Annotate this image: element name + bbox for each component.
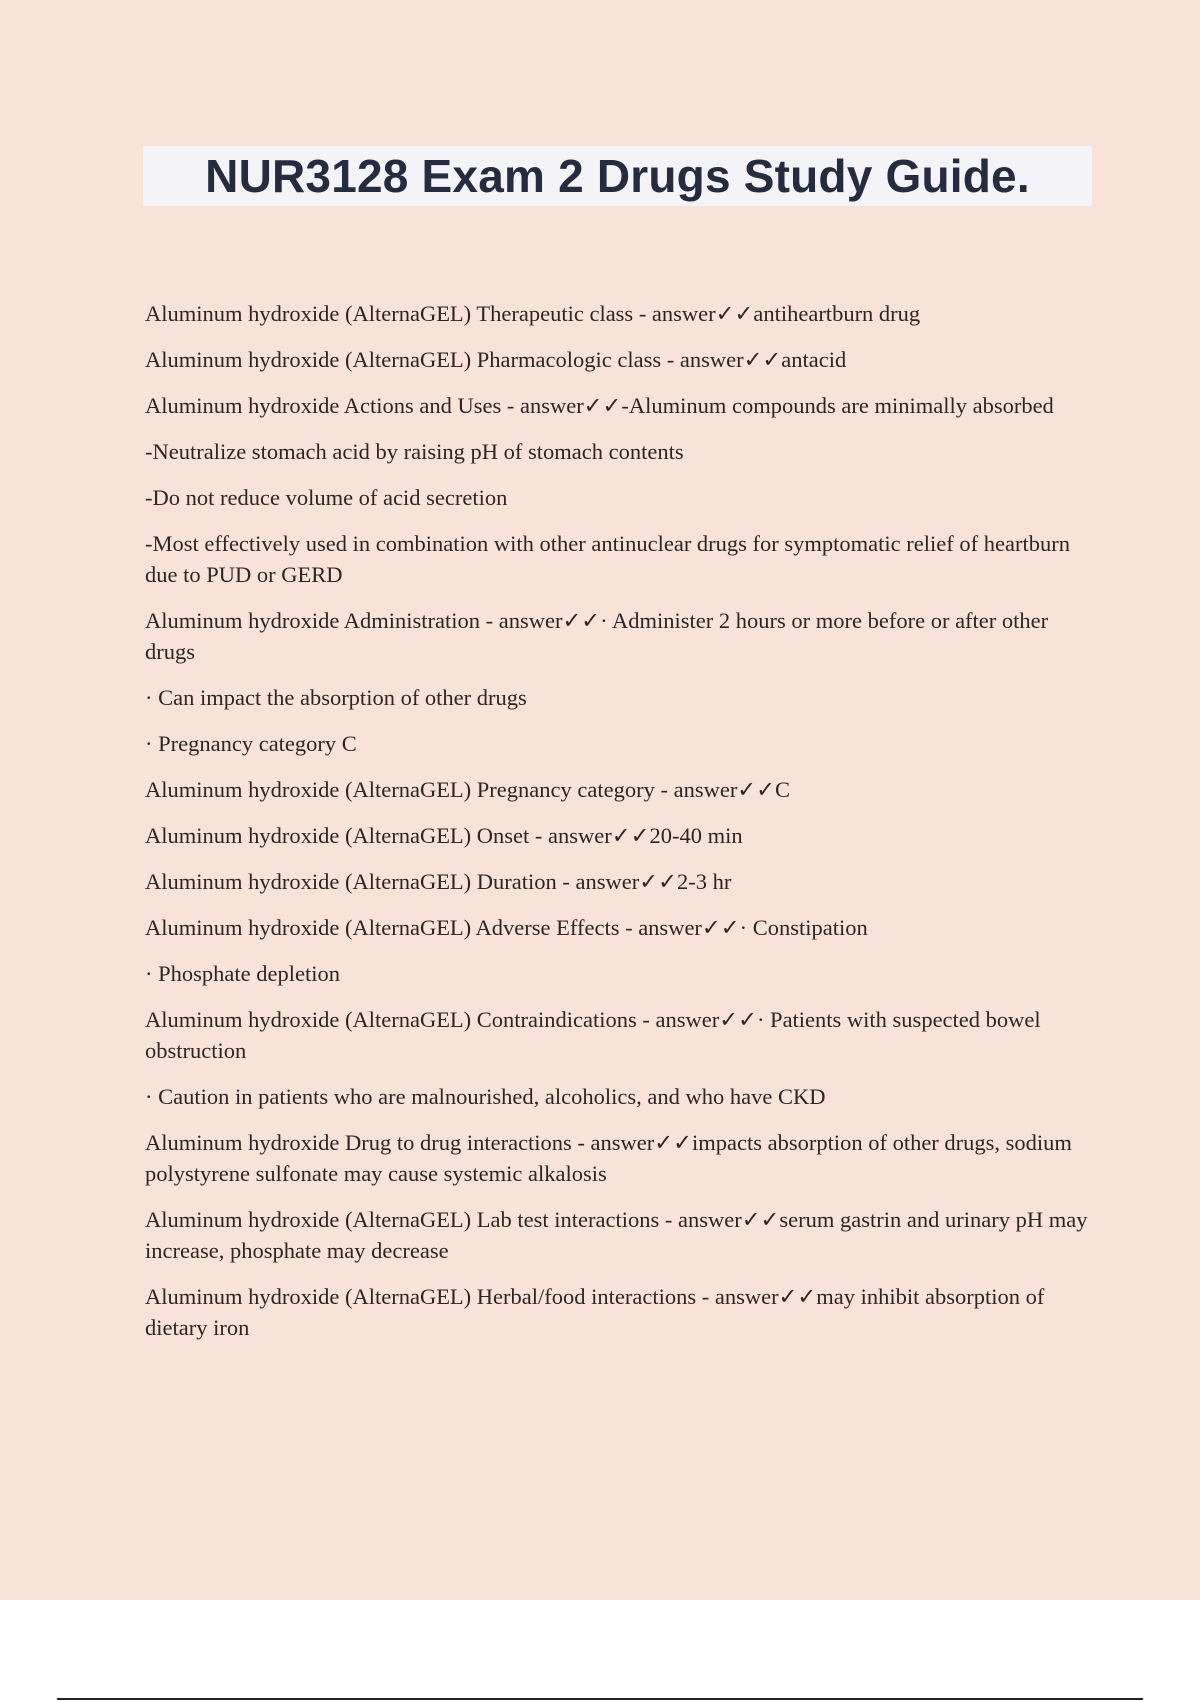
paragraph-herbal-food-interactions: Aluminum hydroxide (AlternaGEL) Herbal/food interactions - answer✓✓may inhibit absorption of dietary iron bbox=[145, 1284, 1045, 1340]
paragraph-lab-interactions: Aluminum hydroxide (AlternaGEL) Lab test interactions - answer✓✓serum gastrin and urinary pH may increase, phosphate may decrease bbox=[145, 1207, 1088, 1263]
paragraph-onset: Aluminum hydroxide (AlternaGEL) Onset - answer✓✓20-40 min bbox=[145, 823, 743, 848]
paragraph-duration: Aluminum hydroxide (AlternaGEL) Duration - answer✓✓2-3 hr bbox=[145, 869, 732, 894]
paragraph-adverse-effects: Aluminum hydroxide (AlternaGEL) Adverse Effects - answer✓✓· Constipation bbox=[145, 915, 868, 940]
paragraph-drug-interactions: Aluminum hydroxide Drug to drug interactions - answer✓✓impacts absorption of other drugs, sodium polystyrene sulfonate may cause systemic alkalosis bbox=[145, 1130, 1072, 1186]
paragraph-phosphate-depletion: · Phosphate depletion bbox=[145, 961, 340, 986]
paragraph-therapeutic-class: Aluminum hydroxide (AlternaGEL) Therapeutic class - answer✓✓antiheartburn drug bbox=[145, 301, 921, 326]
paragraph-pregnancy-bullet: · Pregnancy category C bbox=[145, 731, 357, 756]
paragraph-absorption-impact: · Can impact the absorption of other drugs bbox=[145, 685, 527, 710]
paragraph-caution: · Caution in patients who are malnourished, alcoholics, and who have CKD bbox=[145, 1084, 826, 1109]
document-body bbox=[145, 298, 1090, 1358]
paragraph-actions-uses: Aluminum hydroxide Actions and Uses - answer✓✓-Aluminum compounds are minimally absorbed bbox=[145, 393, 1054, 418]
paragraph-combination-use: -Most effectively used in combination with other antinuclear drugs for symptomatic relief of heartburn due to PUD or GERD bbox=[145, 531, 1070, 587]
document-title: NUR3128 Exam 2 Drugs Study Guide. bbox=[205, 150, 1030, 202]
paragraph-acid-volume: -Do not reduce volume of acid secretion bbox=[145, 485, 508, 510]
paragraph-pregnancy-category: Aluminum hydroxide (AlternaGEL) Pregnancy category - answer✓✓C bbox=[145, 777, 791, 802]
paragraph-pharmacologic-class: Aluminum hydroxide (AlternaGEL) Pharmacologic class - answer✓✓antacid bbox=[145, 347, 847, 372]
paragraph-neutralize-acid: -Neutralize stomach acid by raising pH of stomach contents bbox=[145, 439, 684, 464]
paragraph-administration: Aluminum hydroxide Administration - answer✓✓· Administer 2 hours or more before or after other drugs bbox=[145, 608, 1049, 664]
title-box bbox=[143, 146, 1092, 206]
paragraph-contraindications: Aluminum hydroxide (AlternaGEL) Contraindications - answer✓✓· Patients with suspected bowel obstruction bbox=[145, 1007, 1041, 1063]
